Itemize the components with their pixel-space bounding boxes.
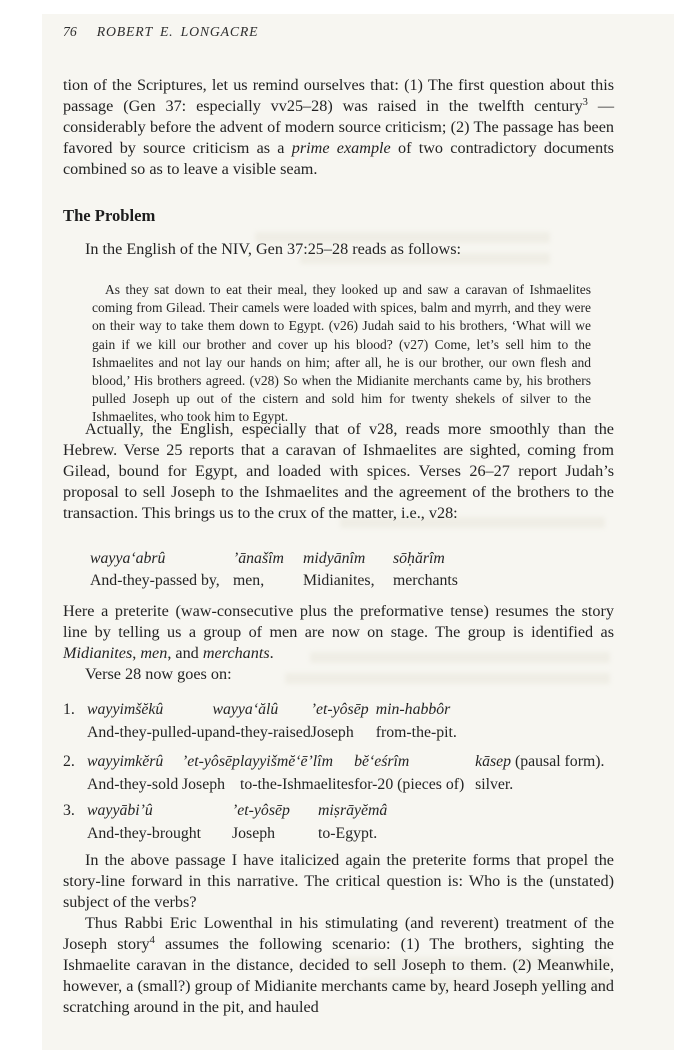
- translit-word: sōḥărîm: [393, 550, 445, 567]
- gloss-word: men,: [233, 571, 265, 589]
- analysis-paragraph-text: Actually, the English, especially that of v28, reads more smoothly than the Hebrew. Verse 25 reports that a caravan of Ishmaelites are sighted, coming from Gilead, bound for Egypt, and loaded with spices. Verses 26–27 report Judah’s proposal to sell Joseph to the Ishmaelites and the agreement of the brothers to the transaction. This brings us to the crux of the matter, i.e., v28:: [63, 420, 614, 522]
- translit-word: bĕ‘eśrîm: [354, 753, 410, 770]
- lowenthal-paragraph-text: Thus Rabbi Eric Lowenthal in his stimulating (and reverent) treatment of the Joseph story$^4$ assumes the following scenario: (1) The brothers, sighting the Ishmaelite caravan in the distance, decided to sell Joseph to them. (2) Meanwhile, however, a (small?) group of Midianite merchants came by, heard Joseph yelling and scratching around in the pit, and hauled: [63, 914, 614, 1016]
- preterite-paragraph-text: Here a preterite (waw-consecutive plus the preformative tense) resumes the story line by telling us a group of men are now on stage. The group is identified as Midianites, men, and merchants.: [63, 602, 614, 662]
- section-heading: The Problem: [63, 206, 156, 225]
- gloss-word: for-20 (pieces of): [354, 776, 465, 793]
- gloss-word: Joseph: [232, 825, 276, 842]
- translit-word: midyānîm: [303, 550, 366, 567]
- translit-word: wayyābi’û: [87, 802, 153, 819]
- preterite-paragraph: [63, 601, 614, 685]
- translit-word: miṣrāyĕmâ: [318, 802, 388, 819]
- gloss-word: merchants: [393, 571, 458, 589]
- closing-paragraphs: [63, 850, 614, 1018]
- interlinear-v28: [90, 548, 641, 591]
- gloss-word: Joseph: [182, 776, 226, 793]
- pausal-note: (pausal form).: [514, 753, 605, 770]
- numbered-clause-2: [63, 750, 623, 796]
- translit-word: layyišmĕ‘ē’lîm: [240, 753, 333, 770]
- numbered-clause-1: [63, 698, 623, 744]
- niv-intro-text: In the English of the NIV, Gen 37:25–28 reads as follows:: [85, 240, 462, 258]
- translit-word: min-habbôr: [375, 701, 451, 718]
- interlinear-clause-2: [87, 750, 604, 796]
- clause-number: 2.: [63, 753, 75, 770]
- gloss-word: And-they-passed by,: [90, 571, 220, 589]
- gloss-word: And-they-brought: [87, 825, 202, 842]
- page-number: 76: [63, 24, 77, 39]
- running-head-author: ROBERT E. LONGACRE: [96, 24, 259, 39]
- numbered-clause-3: [63, 799, 623, 845]
- closing-paragraph-text: In the above passage I have italicized again the preterite forms that propel the story-line forward in this narrative. The critical question is: Who is the (unstated) subject of the verbs?: [63, 851, 614, 911]
- clause-number: 1.: [63, 701, 75, 718]
- niv-intro-paragraph: [63, 239, 614, 260]
- niv-block-quote: [92, 281, 591, 427]
- intro-paragraph-text: tion of the Scriptures, let us remind ourselves that: (1) The first question about this passage (Gen 37: especially vv25–28) was raised in the twelfth century$^3$ — considerably before the advent of modern source criticism; (2) The passage has been favored by source criticism as a prime example of two contradictory documents combined so as to leave a visible seam.: [63, 76, 615, 178]
- gloss-word: to-the-Ishmaelites: [240, 776, 355, 793]
- verse28-lead-in: Verse 28 now goes on:: [85, 665, 232, 683]
- gloss-word: silver.: [475, 776, 514, 793]
- analysis-paragraph: [63, 419, 614, 524]
- running-head: [63, 24, 614, 40]
- gloss-word: from-the-pit.: [375, 724, 457, 741]
- translit-word: ’ānašîm: [233, 550, 284, 567]
- interlinear-clause-3: [87, 799, 387, 845]
- interlinear-clause-1: [87, 698, 457, 744]
- translit-word: ’et-yôsēp: [232, 802, 290, 819]
- translit-word: wayya‘abrû: [90, 550, 166, 567]
- gloss-word: Joseph: [310, 724, 354, 741]
- translit-word: wayya‘ălû: [212, 701, 279, 718]
- gloss-word: to-Egypt.: [318, 825, 378, 842]
- translit-word: ’et-yôsēp: [182, 753, 240, 770]
- niv-quote-text: As they sat down to eat their meal, they looked up and saw a caravan of Ishmaelites coming from Gilead. Their camels were loaded with spices, balm and myrrh, and they were on their way to take them down to Egypt. (v26) Judah said to his brothers, ‘What will we gain if we kill our brother and cover up his blood? (v27) Come, let’s sell him to the Ishmaelites and not lay our hands on him; after all, he is our brother, our own flesh and blood,’ His brothers agreed. (v28) So when the Midianite merchants came by, his brothers pulled Joseph up out of the cistern and sold him for twenty shekels of silver to the Ishmaelites, who took him to Egypt.: [92, 282, 591, 425]
- intro-paragraph: [63, 75, 614, 180]
- clause-number: 3.: [63, 802, 75, 819]
- gloss-word: and-they-raised: [212, 724, 311, 741]
- gloss-word: Midianites,: [303, 571, 375, 589]
- gloss-word: And-they-sold: [87, 776, 179, 793]
- gloss-word: And-they-pulled-up: [87, 724, 213, 741]
- translit-word: kāsep (pausal form).: [475, 753, 605, 770]
- translit-word: wayyimšĕkû: [87, 701, 164, 718]
- translit-word: ’et-yôsēp: [310, 701, 369, 718]
- translit-word: wayyimkĕrû: [87, 753, 164, 770]
